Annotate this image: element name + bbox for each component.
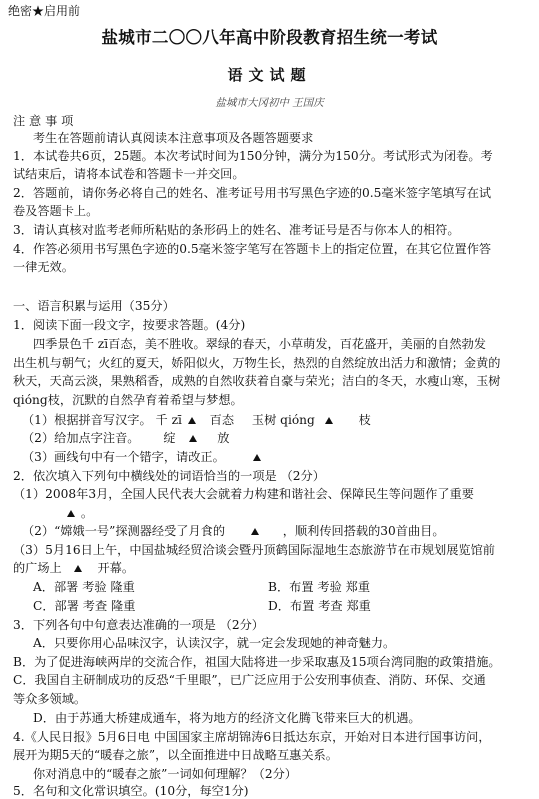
question-2-s3b <box>13 560 134 576</box>
blank-triangle-icon <box>189 435 197 442</box>
confidential-label: 绝密★启用前 <box>8 4 81 18</box>
sub2-char: 绽 <box>163 431 176 445</box>
question-3-option-b: B．为了促进海峡两岸的交流合作，祖国大陆将进一步采取惠及15项台湾同胞的政策措施。 <box>13 655 501 669</box>
notice-line: 试结束后，请将本试卷和答题卡一并交回。 <box>13 167 245 181</box>
notice-line: 3．请认真核对监考老师所粘贴的条形码上的姓名、准考证号是否与你本人的相符。 <box>13 223 460 237</box>
question-2-stem: 2．依次填入下列句中横线处的词语恰当的一项是 （2分） <box>13 469 325 483</box>
blank-triangle-icon <box>74 565 82 572</box>
passage-line: 秋天，天高云淡，果熟稻香，成熟的自然收获着自豪与荣光；洁白的冬天，水瘦山寒，玉树 <box>13 374 501 388</box>
passage-line: 四季景色千 zī百态，美不胜收。翠绿的春天，小草萌发，百花盛开，美丽的自然勃发 <box>33 337 486 351</box>
notice-line: 4．作答必须用书写黑色字迹的0.5毫米签字笔写在答题卡上的指定位置，在其它位置作答 <box>13 242 492 256</box>
blank-triangle-icon <box>188 417 196 424</box>
sub2-char2: 放 <box>217 431 230 445</box>
sub1-pinyin: 玉树 qióng <box>251 413 315 427</box>
question-2-s1: （1）2008年3月，全国人民代表大会就着力构建和谐社会、保障民生等问题作了重要 <box>13 487 474 501</box>
question-1-stem: 1．阅读下面一段文字，按要求答题。(4分) <box>13 318 246 332</box>
notice-intro: 考生在答题前请认真阅读本注意事项及各题答题要求 <box>33 131 314 145</box>
exam-title: 盐城市二〇〇八年高中阶段教育招生统一考试 <box>101 28 438 47</box>
sub1-word2: 枝 <box>358 413 371 427</box>
option-b: B．布置 考验 郑重 <box>268 580 371 594</box>
question-3-option-c-cont: 等众多领域。 <box>13 692 87 706</box>
notice-line: 2．答题前，请你务必将自己的姓名、准考证号用书写黑色字迹的0.5毫米签字笔填写在试 <box>13 186 492 200</box>
s2-text2: ，顺利传回搭载的30首曲目。 <box>282 524 445 538</box>
option-a: A．部署 考验 隆重 <box>33 580 135 594</box>
passage-line: qióng枝，沉默的自然孕育着希望与梦想。 <box>13 393 243 407</box>
question-2-s1-blank <box>13 505 93 521</box>
question-1-sub1 <box>22 412 371 428</box>
question-2-s3: （3）5月16日上午，中国盐城经贸洽谈会暨丹顶鹤国际湿地生态旅游节在市规划展览馆前 <box>13 543 495 557</box>
sub1-label: （1）根据拼音写汉字。 千 zī <box>22 413 182 427</box>
s3b-text2: 开幕。 <box>97 561 135 575</box>
question-4-line: 展开为期5天的“暖春之旅”，以全面推进中日战略互惠关系。 <box>13 748 338 762</box>
blank-triangle-icon <box>67 510 75 517</box>
sub2-label: （2）给加点字注音。 <box>22 431 140 445</box>
notice-line: 1．本试卷共6页，25题。本次考试时间为150分钟，满分为150分。考试形式为闭卷。考 <box>13 149 493 163</box>
sub3-label: （3）画线句中有一个错字，请改正。 <box>22 450 225 464</box>
question-3-option-d: D．由于苏通大桥建成通车，将为地方的经济文化腾飞带来巨大的机遇。 <box>33 711 421 725</box>
option-c: C．部署 考查 隆重 <box>33 599 136 613</box>
question-3-option-c: C．我国自主研制成功的反恐“千里眼”，已广泛应用于公安刑事侦查、消防、环保、交通 <box>13 673 486 687</box>
sub1-word: 百态 <box>209 413 235 427</box>
author-line: 盐城市大冈初中 王国庆 <box>215 97 324 109</box>
question-4-line: 4.《人民日报》5月6日电 中国国家主席胡锦涛6日抵达东京，开始对日本进行国事访问， <box>13 730 491 744</box>
question-5-stem: 5．名句和文化常识填空。(10分，每空1分) <box>13 784 249 798</box>
notice-heading: 注 意 事 项 <box>13 114 74 128</box>
question-3-option-a: A．只要你用心品味汉字，认读汉字，就一定会发现她的神奇魅力。 <box>33 636 396 650</box>
option-d: D．布置 考查 郑重 <box>268 599 371 613</box>
notice-line: 一律无效。 <box>13 260 74 274</box>
s3b-text: 的广场上 <box>13 561 62 575</box>
blank-triangle-icon <box>325 417 333 424</box>
notice-line: 卷及答题卡上。 <box>13 204 99 218</box>
question-1-sub2 <box>22 430 229 446</box>
passage-line: 出生机与朝气；火红的夏天，娇阳似火，万物生长，热烈的自然绽放出活力和激情；金黄的 <box>13 356 501 370</box>
question-2-s2 <box>22 523 445 539</box>
subject-title: 语文试题 <box>227 66 312 84</box>
question-3-stem: 3．下列各句中句意表达准确的一项是 （2分） <box>13 618 264 632</box>
period-mark: 。 <box>80 506 94 520</box>
blank-triangle-icon <box>251 528 259 535</box>
section-heading: 一、语言积累与运用（35分） <box>13 299 175 313</box>
question-1-sub3 <box>22 449 263 465</box>
question-4-prompt: 你对消息中的“暖春之旅”一词如何理解？（2分） <box>33 767 297 781</box>
blank-triangle-icon <box>253 454 261 461</box>
s2-text: （2）“嫦娥一号”探测器经受了月食的 <box>22 524 226 538</box>
